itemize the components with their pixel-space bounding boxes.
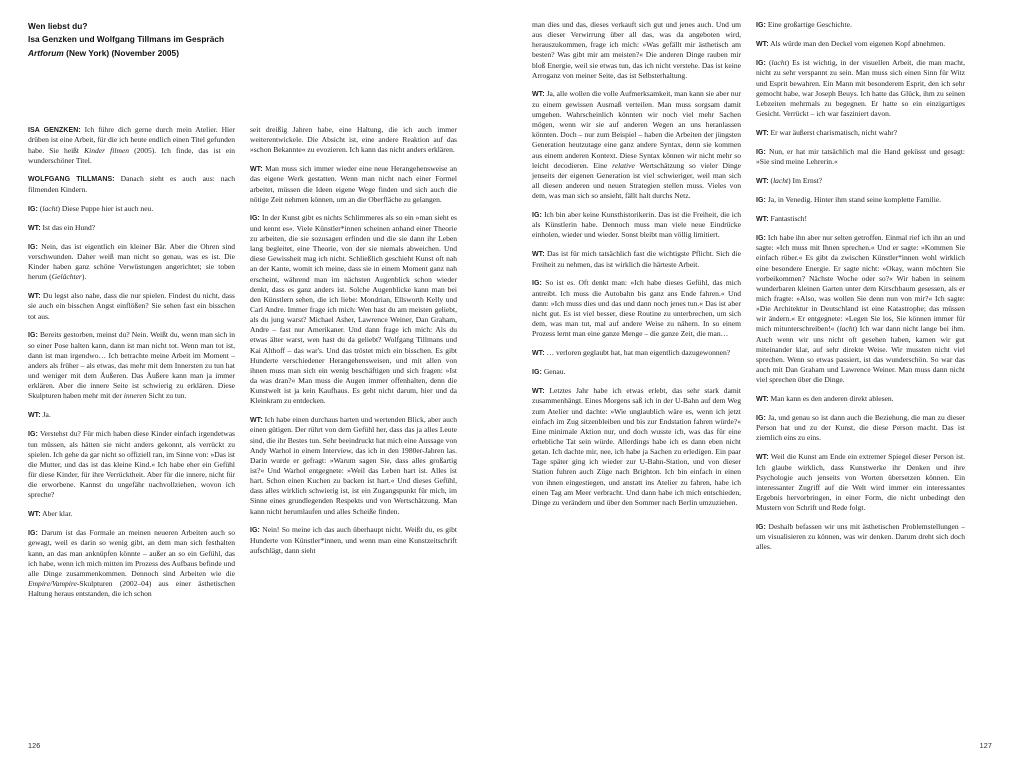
interview-paragraph: IG: Nun, er hat mir tatsächlich mal die Hand geküsst und gesagt: »Sie sind meine Lehrerin.« — [756, 146, 965, 167]
speaker-label: IG: — [756, 148, 766, 156]
interview-paragraph: IG: Ich habe ihn aber nur selten getroffen. Einmal rief ich ihn an und sagte: »Ich muss mit Ihnen sprechen.« Und er sagte: »Kommen Sie einfach rüber.« Es gibt da zwischen Künstler*innen wohl wirklich eine besondere Energie. Er sagte nicht: »Okay, wann möchten Sie vorbeikommen? Nächste Woche oder so?« Wir haben in seinem wunderbaren kleinen Garten unter dem Kirschbaum gesessen, als er mich fragte: »Also, was wollen Sie denn nun von mir?« Ich sagte: »Die Architektur in Deutschland ist eine Katastrophe; das müssen wir ändern.« Er entgegnete: »Legen Sie los, Sie können immer für mich mitunterschreiben!« (lacht) Ich war dann nicht lange bei ihm. Auch wenn wir uns nicht oft gesehen haben, kamen wir gut miteinander klar, auf sehr direkte Weise. Wir mussten nicht viel sprechen. Wenn so etwas passiert, ist das wunderschön. So war das auch mit Dan Graham und Lawrence Weiner. Man muss dann nicht viel sprechen über die Dinge. — [756, 232, 965, 385]
speaker-label: IG: — [756, 523, 766, 531]
interview-paragraph: IG: Ich bin aber keine Kunsthistorikerin. Das ist die Freiheit, die ich als Künstlerin habe. Dennoch muss man viele neue Eindrücke einholen, wieder und wieder. Sonst bleibt man völlig limitiert. — [532, 209, 741, 240]
speaker-label: IG: — [250, 215, 260, 223]
interview-paragraph: IG: Verstehst du? Für mich haben diese Kinder einfach irgendetwas tun müssen, als hätten sie nicht anders gekonnt, als verrückt zu spielen. Ich gehe da gar nicht so offiziell ran, im Sinne von: »Das ist die Mutter, und das ist das kleine Kind.« Ich habe eher ein Gefühl für diese Kinder, für ihre Verrücktheit. Aber für die innere, nicht für die erworbene. Kannst du ungefähr nachvollziehen, wovon ich spreche? — [28, 429, 235, 500]
header-source-details: (New York) (November 2005) — [63, 47, 179, 58]
speaker-label: WT: — [250, 416, 263, 424]
interview-paragraph: WT: Fantastisch! — [756, 213, 808, 223]
emphasis-text: relative — [612, 160, 635, 170]
speaker-label: IG: — [532, 211, 542, 219]
interview-paragraph: WT: Das ist für mich tatsächlich fast die wichtigste Pflicht. Sich die Freiheit zu nehmen, das ist wirklich die härteste Arbeit. — [532, 249, 741, 269]
emphasis-text: Kinder filmen — [84, 145, 130, 155]
interview-paragraph: IG: Ja, in Venedig. Hinter ihm stand seine komplette Familie. — [756, 194, 942, 204]
interview-paragraph: WT: Ich habe einen durchaus harten und wertenden Blick, aber auch einen gütigen. Der rührt von dem Gefühl her, dass das ja alles Leute sind, die ihr Bestes tun. Sehr beeindruckt hat mich eine Aussage von Andy Warhol in einem Interview, das ich in den 1980er-Jahren las. Darin wurde er gefragt: »Warum sagen Sie, dass alles großartig ist?« Und Warhol entgegnete: »Weil das Leben hart ist. Alles ist hart. Schon einen Kuchen zu backen ist hart.« Und dieses Gefühl, dass alles wirklich schwierig ist, ist ein Zugangspunkt für mich, im Sinne eines grundlegenden Respekts und von Wertschätzung. Man kann nicht herumlaufen und alles Scheiße finden. — [250, 414, 457, 516]
interview-paragraph: ISA GENZKEN: Ich führe dich gerne durch mein Atelier. Hier drüben ist eine Arbeit, für die ich heute endlich einen Titel gefunden habe. Sie heißt Kinder filmen (2005). Ich finde, das ist ein wunderschöner Titel. — [28, 125, 235, 165]
emphasis-text: lacht — [773, 175, 789, 185]
left-page-columns — [28, 125, 488, 599]
folio-right: 127 — [979, 741, 992, 750]
interview-paragraph: WT: Ja, alle wollen die volle Aufmerksamkeit, man kann sie aber nur zu einem gewissen Ausmaß verteilen. Man muss sorgsam damit umgehen. Wahrscheinlich könnten wir noch viel mehr Sachen mögen, wenn wir sie auf anderen Wegen an uns heranlassen könnten. Doch – nur zum Beispiel – haben die Arbeiten der jüngsten Generation heutzutage eine ganz andere Syntax, denn sie kommen aus einem anderen Kontext. Diese Syntax können wir nicht mehr so leicht decodieren. Eine relative Wertschätzung so vieler Dinge jenseits der eigenen Generation ist viel schwieriger, weil man sich all diesen anderen und neuen Strategien stellen muss. Vieles von dem, was man sich so ansieht, fällt halt durchs Netz. — [532, 89, 741, 201]
speaker-label: WT: — [756, 454, 769, 462]
interview-paragraph: IG: In der Kunst gibt es nichts Schlimmeres als so ein »man sieht es und kennt es«. Viele Künstler*innen scheinen anhand einer Theorie zu arbeiten, die sie sozusagen erfinden und die sie dann ihr Leben lang begleitet, eine Theorie, von der sie niemals abweichen. Und diese Gewissheit mag ich nicht. Schließlich geschieht Kunst oft nah an der Kante, womit ich meine, dass sie in einem Moment ganz nah erscheint, während man im nächsten Augenblick schon wieder denkt, dass es ganz anders ist. Solche Augenblicke kann man bei den Künstlern sehen, die ich liebe: Mondrian, Ellsworth Kelly und Carl Andre. Immer frage ich mich: Wen hast du am meisten geliebt, als du jung warst? Michael Asher, Lawrence Weiner, Dan Graham, Andre – fast nur Amerikaner. Und dann frage ich mich: Als du etwas älter warst, wen hast du da geliebt? Wolfgang Tillmans und Kai Althoff – das war's. Und das tröstet mich ein bisschen. Es gibt Hunderte verschiedener Herangehensweisen, und mit allen von ihnen muss man sich ein wenig beschäftigen und sich fragen: »Ist da was dran?« Man muss die Augen immer offenhalten, denn die Kunstwelt ist ja kein Kaufhaus. Es geht nicht darum, hier und da Kleinkram zu entdecken. — [250, 213, 457, 406]
interview-paragraph: IG: Nein, das ist eigentlich ein kleiner Bär. Aber die Ohren sind verschwunden. Daher weiß man nicht so genau, was es ist. Die Kinder haben ganz schöne Verwüstungen angerichtet; sie toben herum (Gelächter). — [28, 241, 235, 282]
interview-paragraph: WT: Ja. — [28, 410, 51, 420]
interview-paragraph: IG: (lacht) Diese Puppe hier ist auch neu. — [28, 203, 154, 213]
interview-paragraph: WT: Man muss sich immer wieder eine neue Herangehensweise an das eigene Werk gestatten. Wenn man nicht nach einer Formel arbeitet, müssen die Ideen eigene Wege finden und sich auch die nötige Zeit nehmen können, um an die Oberfläche zu gelangen. — [250, 164, 457, 204]
speaker-label: IG: — [28, 529, 38, 537]
interview-paragraph: WT: (lacht) Im Ernst? — [756, 175, 823, 185]
speaker-label: IG: — [28, 332, 38, 340]
speaker-label: IG: — [756, 60, 766, 67]
interview-paragraph: WT: Weil die Kunst am Ende ein extremer Spiegel dieser Person ist. Ich glaube wirklich, dass Kunstwerke ihr Denken und ihre Psychologie auch jenseits von Worten übersetzen können. Ein interessanter Zugriff auf die Welt wird immer ein interessantes Ergebnis hervorbringen, in einer Form, die nicht unbedingt den Mustern von Schrift und Rede folgt. — [756, 452, 965, 513]
emphasis-text: lacht — [771, 58, 787, 67]
speaker-label: WT: — [532, 91, 545, 99]
emphasis-text: lacht — [839, 324, 855, 334]
speaker-label: IG: — [28, 243, 38, 251]
right-page — [510, 0, 1020, 780]
speaker-label: IG: — [756, 234, 766, 242]
text-column-4 — [756, 20, 965, 552]
speaker-label: IG: — [756, 414, 766, 422]
interview-paragraph: IG: Darum ist das Formale an meinen neueren Arbeiten auch so gewagt, weil es darin so wenig gibt, an dem man sich festhalten kann, an das man anknüpfen könnte – außer an so ein Gefühl, das ich habe, wenn ich mich mitten im Prozess des Aufbaus befinde und alle Dinge zusammenkommen. Dennoch sind Arbeiten wie die Empire/Vampire-Skulpturen (2002–04) aus einer ästhetischen Haltung heraus entstanden, die ich schon — [28, 527, 235, 599]
speaker-label: WT: — [28, 412, 41, 420]
interview-paragraph: WOLFGANG TILLMANS: Danach sieht es auch aus: nach filmenden Kindern. — [28, 174, 235, 194]
speaker-label: WT: — [532, 349, 545, 357]
interview-paragraph: WT: Er war äußerst charismatisch, nicht wahr? — [756, 127, 898, 137]
speaker-label: WT: — [756, 177, 769, 185]
speaker-label: WT: — [250, 166, 263, 174]
speaker-label: WT: — [532, 251, 545, 259]
speaker-label: WT: — [756, 41, 769, 48]
speaker-label: WT: — [532, 387, 545, 395]
speaker-label: WT: — [28, 510, 41, 518]
speaker-label: WT: — [756, 215, 769, 223]
speaker-label: IG: — [28, 431, 38, 439]
speaker-label: IG: — [532, 280, 542, 288]
interview-paragraph: man dies und das, dieses verkauft sich gut und jenes auch. Und um aus dieser Verwirrung über all das, was da angeboten wird, herauszukommen, frage ich mich: »Was gefällt mir ästhetisch am besten? Was gibt mir am meisten?« Die anderen Dinge rauben mir bloß Energie, weil sie etwas tun, das ich nicht verstehe. Das ist keine Arroganz von meiner Seite, das ist Selbsterhaltung. — [532, 20, 741, 80]
interview-paragraph: WT: … verloren geglaubt hat, hat man eigentlich dazugewonnen? — [532, 347, 731, 357]
text-column-3 — [532, 20, 741, 552]
interview-paragraph: IG: Eine großartige Geschichte. — [756, 20, 852, 29]
text-column-2 — [250, 125, 457, 599]
emphasis-text: inneren — [123, 391, 147, 401]
interview-paragraph: IG: Bereits gestorben, meinst du? Nein. Weißt du, wenn man sich in so einer Pose halten kann, dann ist man nicht tot. Wenn man tot ist, dann ist man irgendwo… Ich betrachte meine Arbeit im Moment – anders als früher – als etwas, das mehr mit dem Innersten zu tun hat und weniger mit dem Äußeren. Das Äußere kann man ja immer erklären. Aber die innere Seite ist schwierig zu erklären. Diese Skulpturen haben mehr mit der inneren Sicht zu tun. — [28, 330, 235, 401]
speaker-label: IG: — [532, 368, 542, 376]
page-header — [28, 20, 488, 68]
speaker-label: WT: — [28, 292, 41, 300]
speaker-label: WT: — [756, 395, 769, 403]
speaker-label: IG: — [250, 527, 260, 535]
speaker-label: WT: — [28, 224, 41, 232]
header-source-publication: Artforum — [28, 47, 64, 58]
interview-paragraph: IG: Nein! So meine ich das auch überhaupt nicht. Weißt du, es gibt Hunderte von Künstler*innen, und wenn man eine Kunstzeitschrift aufschlägt, dann sieht — [250, 525, 457, 555]
interview-paragraph: WT: Man kann es den anderen direkt ablesen. — [756, 393, 894, 403]
speaker-label: IG: — [756, 196, 766, 204]
speaker-label: WT: — [756, 129, 769, 137]
interview-paragraph: WT: Als würde man den Deckel vom eigenen Kopf abnehmen. — [756, 39, 946, 48]
emphasis-text: Gelächter — [51, 272, 82, 282]
folio-left: 126 — [28, 741, 41, 750]
emphasis-text: Empire/Vampire — [28, 578, 77, 588]
interview-paragraph: IG: Genau. — [532, 366, 566, 376]
speaker-label: IG: — [28, 205, 38, 213]
interview-paragraph: WT: Letztes Jahr habe ich etwas erlebt, das sehr stark damit zusammenhängt. Eines Morgens saß ich in der U-Bahn auf dem Weg zum Atelier und dachte: »Wie unglaublich wäre es, wenn ich jetzt einfach im Zug sitzenbleiben und bis zur Endstation fahren würde?« Eine minimale Aktion nur, und doch wusste ich, was das für eine erhebliche Tat sein würde. Allerdings habe ich es dann eben nicht getan. Ich dachte mir, nee, ich habe ja Sachen zu erledigen. Ein paar Tage später ging ich wieder zur U-Bahn-Station, und von dieser Station fuhren auch Züge nach Brighton. Ich bin einfach in einen von ihnen eingestiegen, und anstatt ins Atelier zu fahren, habe ich einen Tag am Meer verbracht. Und dann habe ich mich entschieden, Dinge zu verändern und über den Sommer nach Berlin umzuziehen. — [532, 385, 741, 507]
interview-paragraph: IG: (lacht) Es ist wichtig, in der visuellen Arbeit, die man macht, nicht zu sehr verspannt zu sein. Man muss sich einen Sinn für Witz und Esprit bewahren. Ein Mann mit besonderem Esprit, den ich sehr gemocht habe, war Joseph Beuys. Ich hatte das Glück, ihm zu seinen Lebzeiten mehrmals zu begegnen. Er hatte so ein einzigartiges Gesicht. Verrückt – ich war fasziniert davon. — [756, 58, 965, 118]
interview-paragraph: WT: Du legst also nahe, dass die nur spielen. Findest du nicht, dass sie auch ein bisschen Angst einflößen? Sie sehen fast ein bisschen tot aus. — [28, 290, 235, 321]
interview-paragraph: WT: Ist das ein Hund? — [28, 222, 96, 232]
speaker-label: ISA GENZKEN: — [28, 127, 81, 134]
speaker-label: WOLFGANG TILLMANS: — [28, 176, 115, 184]
interview-paragraph: IG: Ja, und genau so ist dann auch die Beziehung, die man zu dieser Person hat und zu der Kunst, die diese Person macht. Das ist ziemlich eins zu eins. — [756, 412, 965, 443]
header-title: Wen liebst du? — [28, 21, 88, 31]
speaker-label: IG: — [756, 22, 766, 29]
header-source — [28, 47, 488, 60]
right-page-columns — [532, 20, 992, 552]
interview-paragraph: seit dreißig Jahren habe, eine Haltung, die ich auch immer weiterentwickele. Die Absicht ist, eine andere Reaktion auf das »schon Bekannte« zu evozieren. Ich kann das nicht anders erklären. — [250, 125, 457, 155]
interview-paragraph: IG: Deshalb befassen wir uns mit ästhetischen Problemstellungen – um visualisieren zu können, was wir denken. Darum dreht sich doch alles. — [756, 521, 965, 552]
text-column-1 — [28, 125, 235, 599]
emphasis-text: lacht — [42, 203, 58, 213]
interview-paragraph: WT: Aber klar. — [28, 508, 73, 518]
header-subtitle: Isa Genzken und Wolfgang Tillmans im Gespräch — [28, 34, 225, 45]
interview-paragraph: IG: So ist es. Oft denkt man: »Ich habe dieses Gefühl, das mich antreibt. Ich muss die Autobahn bis ganz ans Ende fahren.« Und dann: »Ich muss dies und das und dann noch jenes tun.« Das ist aber nicht gut. Es ist viel besser, diese Routine zu unterbrechen, um sich dem, was man tut, mal auf andere Weise zu nähern. In so einem Prozess lernt man eine ganze Menge – die ganze Zeit, die man… — [532, 278, 741, 339]
